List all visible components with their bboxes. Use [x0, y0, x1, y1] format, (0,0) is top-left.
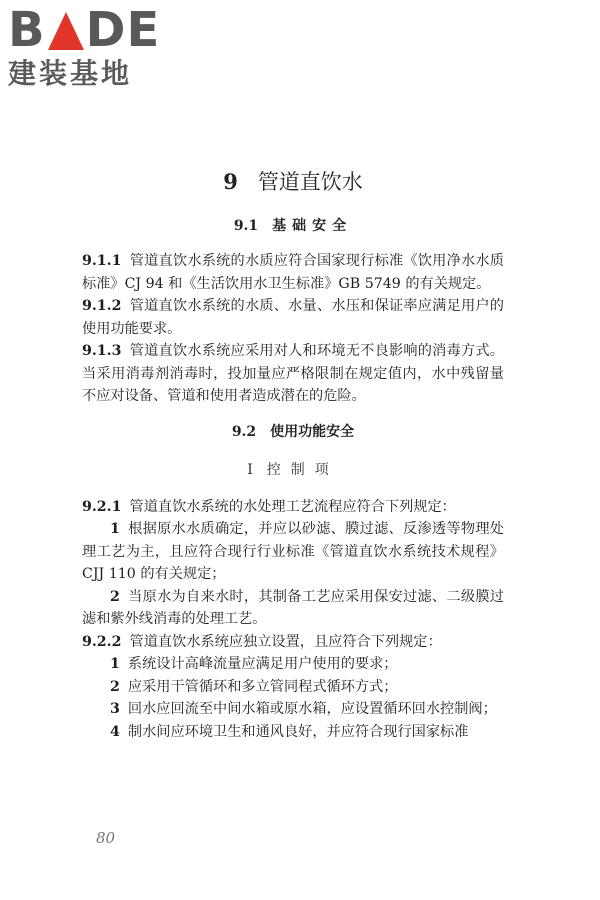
- list-item: [82, 698, 504, 721]
- item-text: 应采用干管循环和多立管同程式循环方式；: [127, 678, 398, 695]
- clause-number: 9.2.2: [82, 633, 122, 650]
- section-heading-9-2: [82, 422, 504, 442]
- logo-letter-b: B: [8, 2, 46, 58]
- clause-number: 9.2.1: [82, 498, 122, 515]
- logo-letter-e: E: [126, 2, 161, 58]
- clause-text: 管道直饮水系统的水处理工艺流程应符合下列规定：: [129, 498, 456, 515]
- clause-text: 管道直饮水系统的水质、水量、水压和保证率应满足用户的使用功能要求。: [82, 298, 504, 337]
- list-item: [82, 518, 504, 586]
- clause-9-1-2: [82, 295, 504, 340]
- logo-mark: [8, 4, 178, 56]
- section-number: 9.1: [233, 218, 259, 234]
- section-heading-9-1: [82, 216, 504, 236]
- item-number: 2: [110, 678, 120, 695]
- section-number: 9.2: [231, 423, 257, 440]
- clause-9-1-1: [82, 250, 504, 295]
- chapter-number: 9: [223, 169, 238, 194]
- list-item: [82, 676, 504, 699]
- item-text: 系统设计高峰流量应满足用户使用的要求；: [127, 656, 398, 672]
- clause-text: 管道直饮水系统的水质应符合国家现行标准《饮用净水水质标准》CJ 94 和《生活饮用水卫生标准》GB 5749 的有关规定。: [82, 253, 504, 292]
- item-text: 回水应回流至中间水箱或原水箱，应设置循环回水控制阀；: [127, 701, 497, 717]
- subheading-control-items: [82, 460, 504, 480]
- subheading-title: 控制项: [266, 461, 339, 478]
- clause-text: 管道直饮水系统应采用对人和环境无不良影响的消毒方式。当采用消毒剂消毒时，投加量应严格限制在规定值内，水中残留量不应对设备、管道和使用者造成潜在的危险。: [82, 343, 504, 404]
- list-item: [82, 653, 504, 676]
- list-item: [82, 586, 504, 631]
- clause-9-1-3: [82, 340, 504, 408]
- page-number: 80: [96, 829, 116, 847]
- page-content: [82, 168, 504, 743]
- clause-number: 9.1.3: [82, 343, 122, 359]
- clause-number: 9.1.2: [82, 298, 122, 314]
- item-number: 1: [110, 656, 120, 672]
- brand-logo: [8, 4, 178, 90]
- section-title: 基础安全: [272, 218, 353, 234]
- logo-red-triangle-icon: [48, 12, 84, 50]
- item-number: 2: [110, 588, 120, 605]
- chapter-title: 管道直饮水: [257, 170, 363, 194]
- clause-9-2-2: [82, 631, 504, 654]
- list-item: [82, 721, 504, 744]
- clause-9-2-1: [82, 496, 504, 519]
- item-number: 1: [110, 521, 120, 537]
- clause-number: 9.1.1: [82, 253, 122, 269]
- logo-letter-d: D: [85, 2, 127, 58]
- chapter-heading: [82, 168, 504, 196]
- section-title: 使用功能安全: [270, 423, 355, 440]
- item-text: 制水间应环境卫生和通风良好，并应符合现行国家标准: [127, 723, 469, 740]
- subheading-roman: Ⅰ: [247, 461, 253, 478]
- clause-text: 管道直饮水系统应独立设置，且应符合下列规定：: [129, 633, 442, 650]
- logo-subtitle: 建装基地: [8, 57, 133, 90]
- item-text: 当原水为自来水时，其制备工艺应采用保安过滤、二级膜过滤和紫外线消毒的处理工艺。: [82, 588, 504, 627]
- item-number: 4: [110, 723, 120, 740]
- item-number: 3: [110, 701, 120, 717]
- item-text: 根据原水水质确定，并应以砂滤、膜过滤、反渗透等物理处理工艺为主，且应符合现行行业标准《管道直饮水系统技术规程》CJJ 110 的有关规定；: [82, 521, 504, 582]
